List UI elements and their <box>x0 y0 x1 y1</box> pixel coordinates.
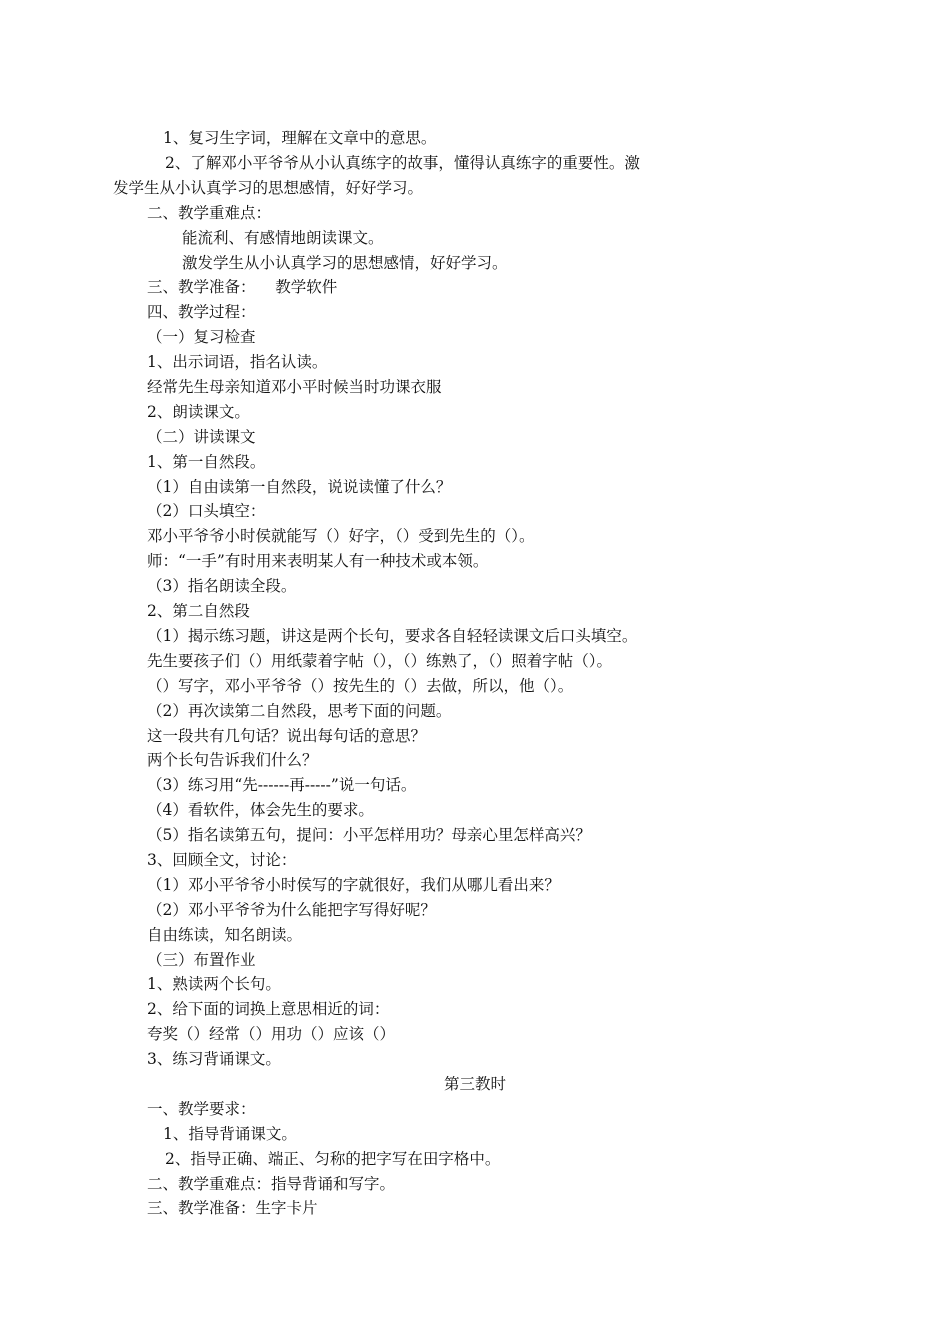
text-line: 经常先生母亲知道邓小平时候当时功课衣服 <box>147 378 442 396</box>
text-line: 自由练读，知名朗读。 <box>147 926 303 944</box>
text-line: 3、练习背诵课文。 <box>147 1050 281 1068</box>
subsection-heading: （二）讲读课文 <box>147 428 256 446</box>
text-line: 夸奖（）经常（）用功（）应该（） <box>147 1025 396 1043</box>
text-line: 1、第一自然段。 <box>147 453 266 471</box>
lesson-title: 第三教时 <box>443 1075 506 1093</box>
text-line: 两个长句告诉我们什么？ <box>147 751 318 769</box>
text-line: 1、复习生字词，理解在文章中的意思。 <box>163 129 437 147</box>
text-line: 1、指导背诵课文。 <box>163 1125 297 1143</box>
text-line: 2、朗读课文。 <box>147 403 250 421</box>
text-line: （1）邓小平爷爷小时侯写的字就很好，我们从哪儿看出来？ <box>147 876 560 894</box>
section-heading: 三、教学准备：生字卡片 <box>147 1199 318 1217</box>
text-line: （3）指名朗读全段。 <box>147 577 297 595</box>
text-line: 2、给下面的词换上意思相近的词： <box>147 1000 390 1018</box>
text-line: （2）口头填空： <box>147 502 266 520</box>
text-line: 2、了解邓小平爷爷从小认真练字的故事，懂得认真练字的重要性。激 <box>165 154 640 172</box>
text-line: （3）练习用“先------再-----”说一句话。 <box>147 776 417 794</box>
text-line: 能流利、有感情地朗读课文。 <box>182 229 384 247</box>
text-line: 3、回顾全文，讨论： <box>147 851 297 869</box>
text-line: （2）邓小平爷爷为什么能把字写得好呢？ <box>147 901 436 919</box>
text-line: （2）再次读第二自然段，思考下面的问题。 <box>147 702 452 720</box>
text-line: （）写字，邓小平爷爷（）按先生的（）去做，所以，他（）。 <box>147 677 574 695</box>
text-line: （1）自由读第一自然段，说说读懂了什么？ <box>147 478 452 496</box>
text-line: （4）看软件，体会先生的要求。 <box>147 801 374 819</box>
section-heading: 四、教学过程： <box>147 303 256 321</box>
section-heading: 二、教学重难点：指导背诵和写字。 <box>147 1175 396 1193</box>
text-line: 激发学生从小认真学习的思想感情，好好学习。 <box>182 254 508 272</box>
text-line: 这一段共有几句话？说出每句话的意思？ <box>147 727 427 745</box>
subsection-heading: （三）布置作业 <box>147 951 256 969</box>
text-line: 先生要孩子们（）用纸蒙着字帖（），（）练熟了，（）照着字帖（）。 <box>147 652 613 670</box>
text-line: 邓小平爷爷小时侯就能写（）好字，（）受到先生的（）。 <box>147 527 535 545</box>
text-line: 1、熟读两个长句。 <box>147 975 281 993</box>
section-heading: 一、教学要求： <box>147 1100 256 1118</box>
text-line: 1、出示词语，指名认读。 <box>147 353 328 371</box>
text-line: 师：“一手”有时用来表明某人有一种技术或本领。 <box>147 552 489 570</box>
text-line: （1）揭示练习题，讲这是两个长句，要求各自轻轻读课文后口头填空。 <box>147 627 638 645</box>
section-heading: 二、教学重难点： <box>147 204 272 222</box>
text-line: （5）指名读第五句，提问：小平怎样用功？母亲心里怎样高兴？ <box>147 826 591 844</box>
text-line: 发学生从小认真学习的思想感情，好好学习。 <box>113 179 424 197</box>
text-line: 2、指导正确、端正、匀称的把字写在田字格中。 <box>165 1150 501 1168</box>
text-line: 2、第二自然段 <box>147 602 250 620</box>
section-heading: 三、教学准备： 教学软件 <box>147 278 338 296</box>
subsection-heading: （一）复习检查 <box>147 328 256 346</box>
